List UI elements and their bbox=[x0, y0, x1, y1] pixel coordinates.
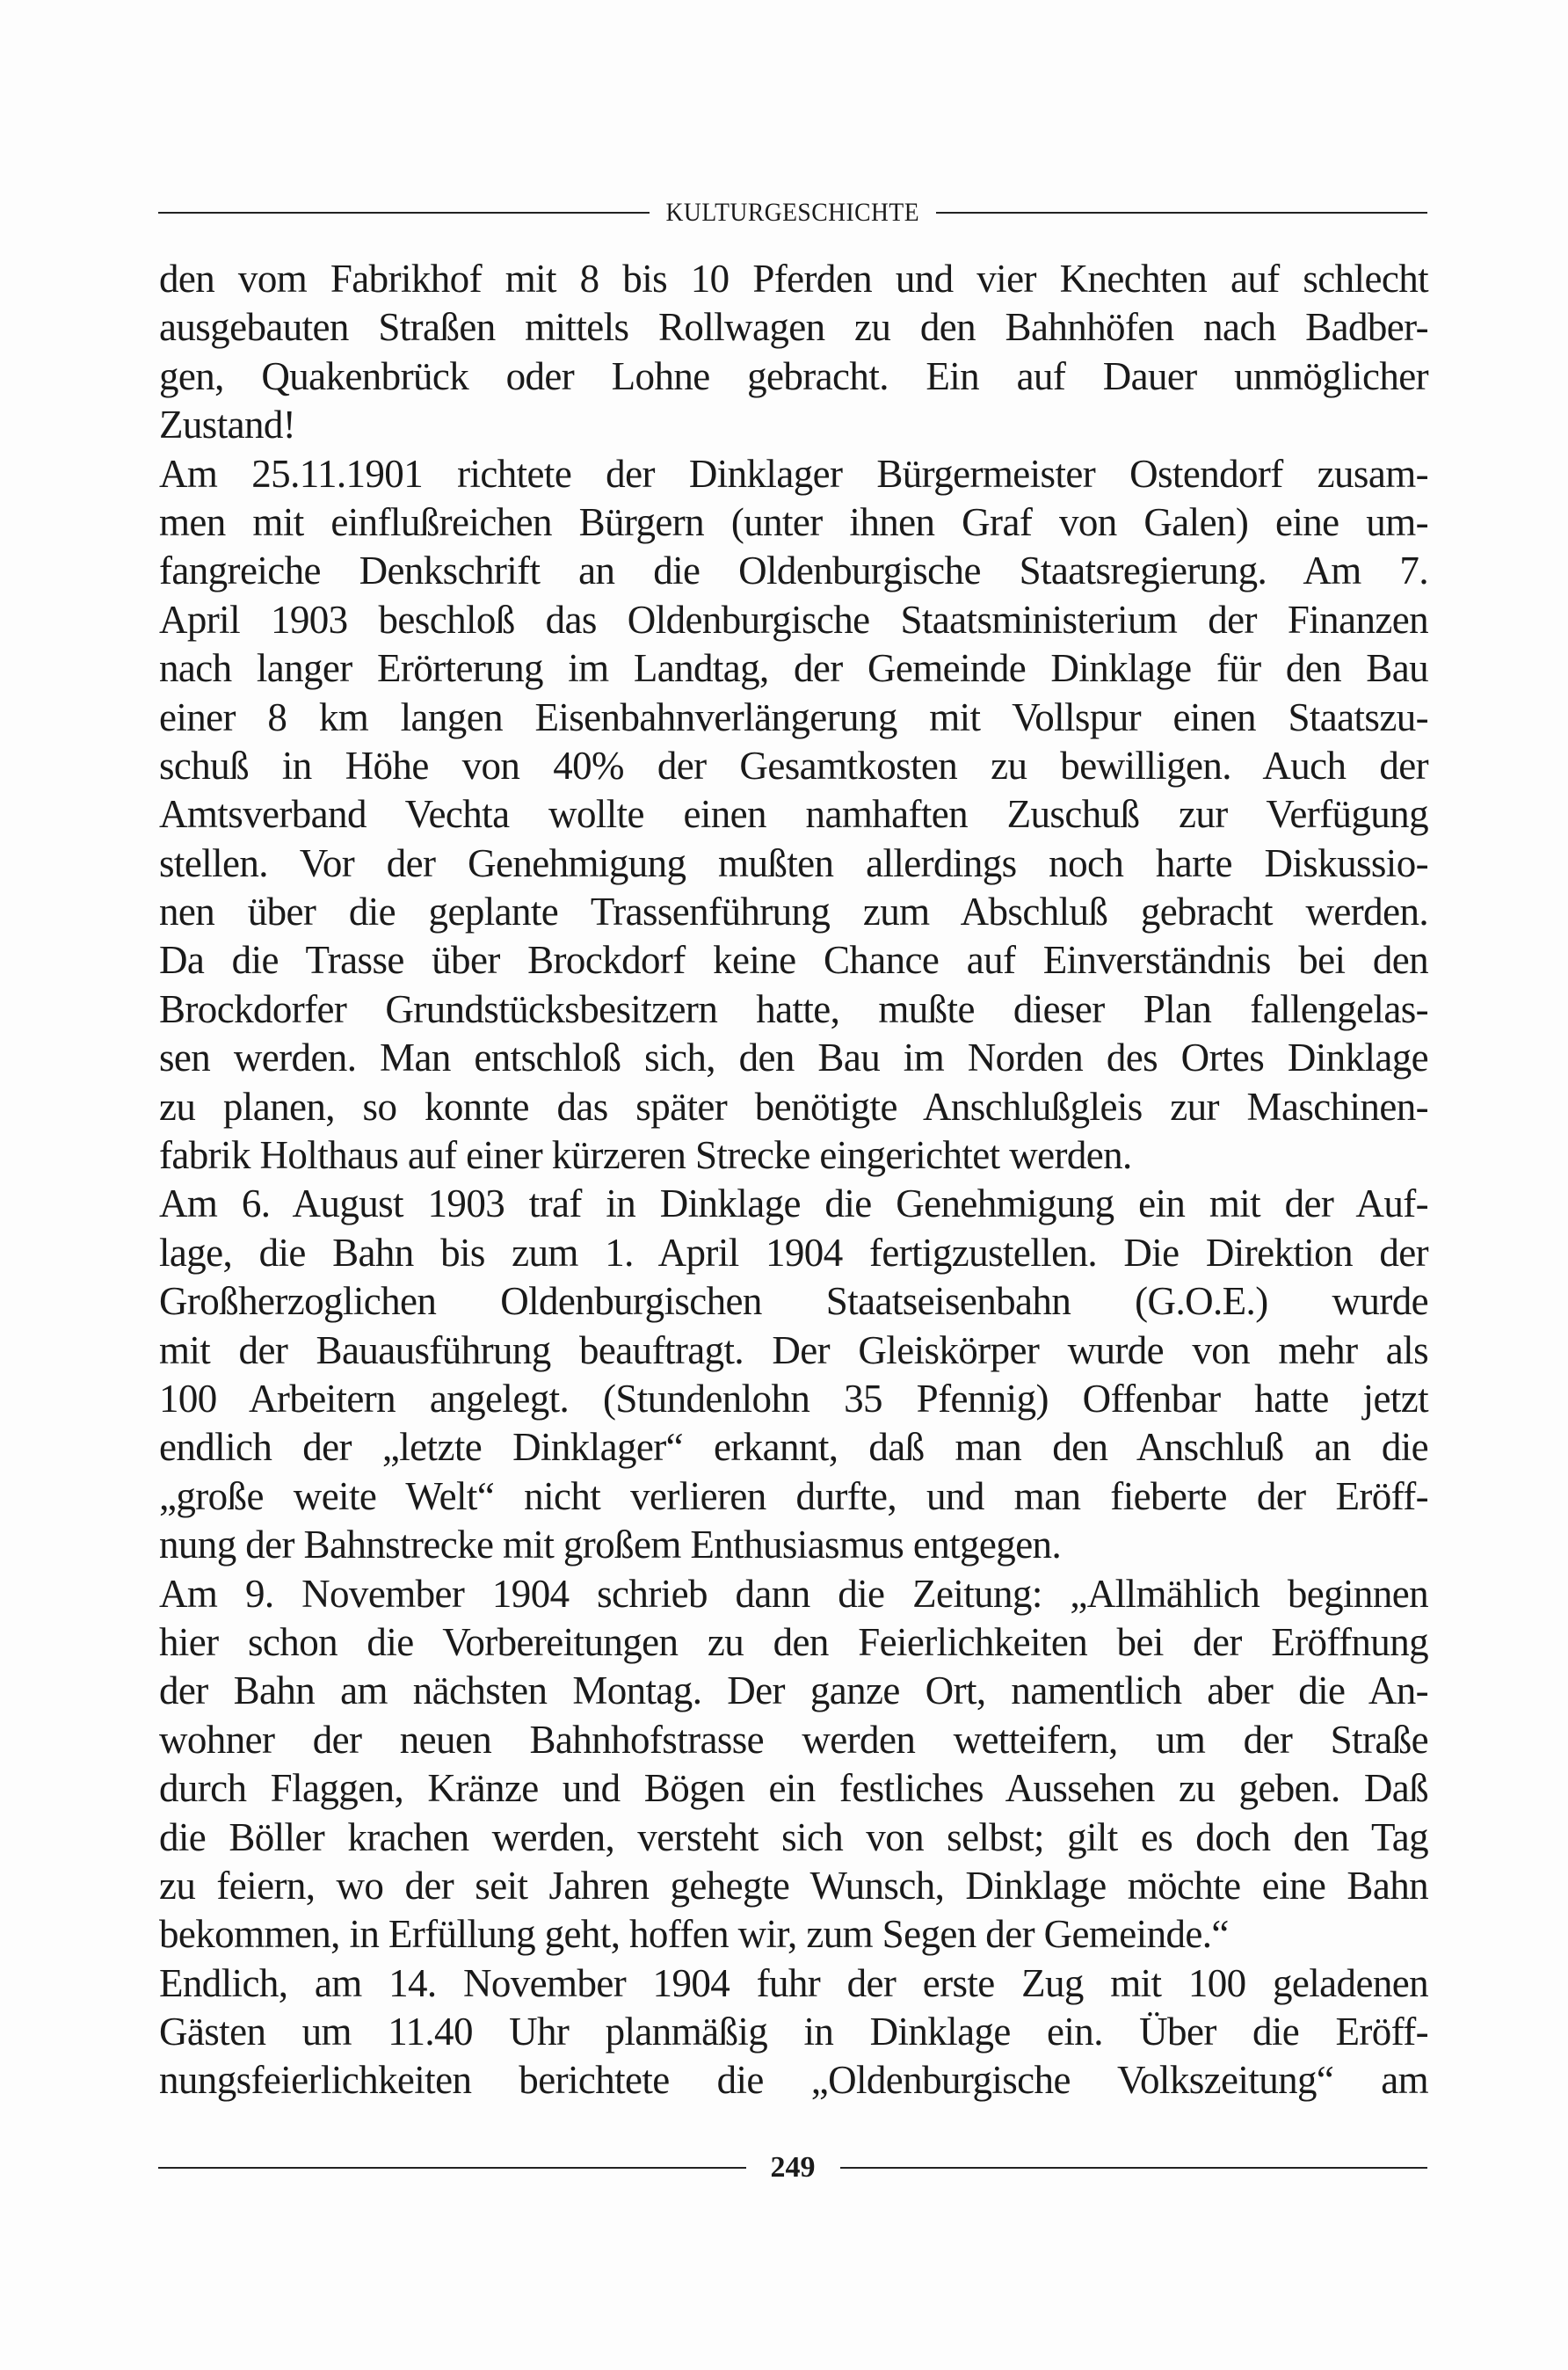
text-line: Am 6. August 1903 traf in Dinklage die Genehmigung ein mit der Auf- bbox=[159, 1181, 1428, 1226]
text-line: Gästen um 11.40 Uhr planmäßig in Dinklage ein. Über die Eröff- bbox=[159, 2010, 1428, 2054]
text-line: die Böller krachen werden, versteht sich von selbst; gilt es doch den Tag bbox=[159, 1814, 1428, 1859]
text-line: ausgebauten Straßen mittels Rollwagen zu den Bahnhöfen nach Badber- bbox=[159, 305, 1428, 350]
text-line: einer 8 km langen Eisenbahnverlängerung mit Vollspur einen Staatszu- bbox=[159, 694, 1428, 739]
body-text bbox=[159, 255, 1428, 2105]
text-line: 100 Arbeitern angelegt. (Stundenlohn 35 Pfennig) Offenbar hatte jetzt bbox=[159, 1376, 1428, 1421]
text-line: Da die Trasse über Brockdorf keine Chance auf Einverständnis bei den bbox=[159, 938, 1428, 983]
text-line: endlich der „letzte Dinklager“ erkannt, daß man den Anschluß an die bbox=[159, 1425, 1428, 1470]
text-line: nung der Bahnstrecke mit großem Enthusiasmus entgegen. bbox=[159, 1523, 1062, 1567]
text-line: sen werden. Man entschloß sich, den Bau im Norden des Ortes Dinklage bbox=[159, 1036, 1428, 1080]
text-line: nen über die geplante Trassenführung zum Abschluß gebracht werden. bbox=[159, 890, 1428, 934]
text-line: Amtsverband Vechta wollte einen namhaften Zuschuß zur Verfügung bbox=[159, 792, 1428, 837]
text-line: nach langer Erörterung im Landtag, der Gemeinde Dinklage für den Bau bbox=[159, 646, 1428, 691]
paragraph bbox=[159, 1570, 1428, 1959]
text-line: lage, die Bahn bis zum 1. April 1904 fertigzustellen. Die Direktion der bbox=[159, 1230, 1428, 1275]
text-line: April 1903 beschloß das Oldenburgische Staatsministerium der Finanzen bbox=[159, 597, 1428, 642]
text-line: Endlich, am 14. November 1904 fuhr der erste Zug mit 100 geladenen bbox=[159, 1960, 1428, 2005]
text-line: mit der Bauausführung beauftragt. Der Gleiskörper wurde von mehr als bbox=[159, 1327, 1428, 1372]
text-line: gen, Quakenbrück oder Lohne gebracht. Ein auf Dauer unmöglicher bbox=[159, 353, 1428, 398]
text-line: hier schon die Vorbereitungen zu den Feierlichkeiten bei der Eröffnung bbox=[159, 1619, 1428, 1664]
text-line: „große weite Welt“ nicht verlieren durfte, und man fieberte der Eröff- bbox=[159, 1473, 1428, 1518]
text-line: fangreiche Denkschrift an die Oldenburgische Staatsregierung. Am 7. bbox=[159, 549, 1428, 593]
footer-rule-right bbox=[840, 2167, 1428, 2169]
text-line: durch Flaggen, Kränze und Bögen ein festliches Aussehen zu geben. Daß bbox=[159, 1766, 1428, 1811]
text-line: den vom Fabrikhof mit 8 bis 10 Pferden und vier Knechten auf schlecht bbox=[159, 257, 1428, 301]
text-line: men mit einflußreichen Bürgern (unter ihnen Graf von Galen) eine um- bbox=[159, 499, 1428, 544]
paragraph bbox=[159, 1959, 1428, 2105]
paragraph bbox=[159, 1180, 1428, 1569]
header-rule-left bbox=[158, 212, 650, 214]
header-rule-right bbox=[936, 212, 1427, 214]
page-number: 249 bbox=[770, 2151, 816, 2184]
text-line: Brockdorfer Grundstücksbesitzern hatte, mußte dieser Plan fallengelas- bbox=[159, 986, 1428, 1031]
text-line: nungsfeierlichkeiten berichtete die „Oldenburgische Volkszeitung“ am bbox=[159, 2058, 1428, 2103]
page-footer bbox=[158, 2148, 1427, 2187]
text-line: zu planen, so konnte das später benötigte Anschlußgleis zur Maschinen- bbox=[159, 1084, 1428, 1129]
text-line: Am 9. November 1904 schrieb dann die Zeitung: „Allmählich beginnen bbox=[159, 1571, 1428, 1616]
text-line: zu feiern, wo der seit Jahren gehegte Wunsch, Dinklage möchte eine Bahn bbox=[159, 1863, 1428, 1908]
paragraph bbox=[159, 450, 1428, 1181]
text-line: Am 25.11.1901 richtete der Dinklager Bürgermeister Ostendorf zusam- bbox=[159, 451, 1428, 496]
text-line: der Bahn am nächsten Montag. Der ganze Ort, namentlich aber die An- bbox=[159, 1668, 1428, 1713]
text-line: bekommen, in Erfüllung geht, hoffen wir, zum Segen der Gemeinde.“ bbox=[159, 1912, 1229, 1957]
text-line: Großherzoglichen Oldenburgischen Staatseisenbahn (G.O.E.) wurde bbox=[159, 1279, 1428, 1324]
running-header bbox=[158, 195, 1427, 230]
text-line: schuß in Höhe von 40% der Gesamtkosten zu bewilligen. Auch der bbox=[159, 743, 1428, 788]
text-line: wohner der neuen Bahnhofstrasse werden wetteifern, um der Straße bbox=[159, 1717, 1428, 1762]
section-title: KULTURGESCHICHTE bbox=[665, 198, 920, 227]
paragraph bbox=[159, 255, 1428, 450]
footer-rule-left bbox=[158, 2167, 746, 2169]
text-line: stellen. Vor der Genehmigung mußten allerdings noch harte Diskussio- bbox=[159, 840, 1428, 885]
text-line: fabrik Holthaus auf einer kürzeren Strecke eingerichtet werden. bbox=[159, 1133, 1132, 1178]
text-line: Zustand! bbox=[159, 403, 296, 447]
